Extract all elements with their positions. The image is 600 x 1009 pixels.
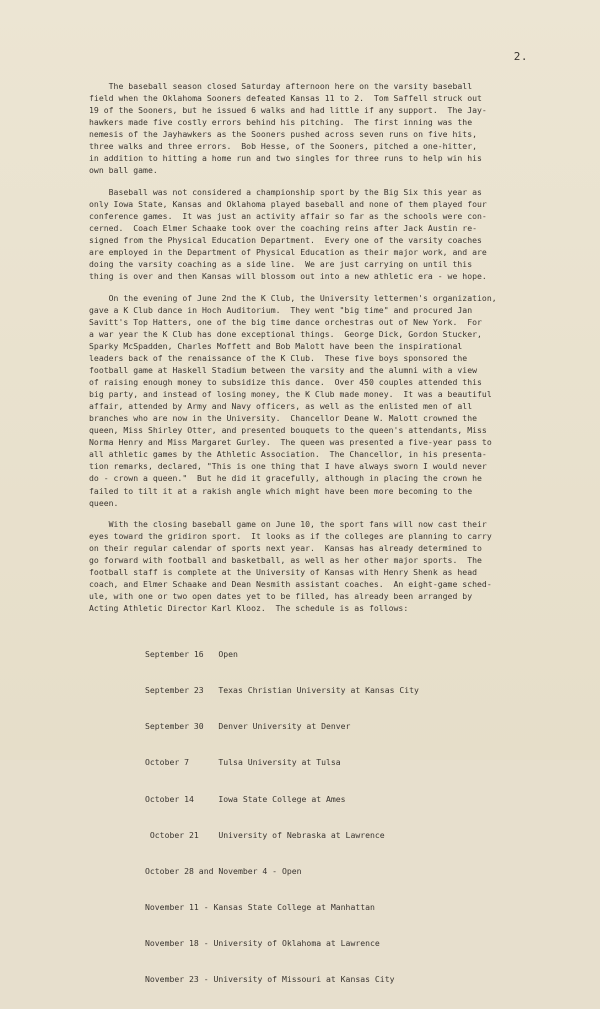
document-body — [89, 80, 529, 1009]
schedule-item: November 11 - Kansas State College at Manhattan — [145, 902, 375, 913]
paragraph-k-club-dance: On the evening of June 2nd the K Club, the University lettermen's organization, gave a K Club dance in Hoch Auditorium. They went "big time" and procured Jan Savitt's Top Hatters, one of the big time dance orchestras out of New York. For a war year the K Club has done exceptional things. George Dick, Gordon Stucker, Sparky McSpadden, Charles Moffett and Bob Malott have been the inspirational leaders back of the renaissance of the K Club. These five boys sponsored the football game at Haskell Stadium between the varsity and the alumni with a view of raising enough money to subsidize this dance. Over 450 couples attended this big party, and instead of losing money, the K Club made money. It was a beautiful affair, attended by Army and Navy officers, as well as the enlisted men of all branches who are now in the University. Chancellor Deane W. Malott crowned the queen, Miss Shirley Otter, and presented bouquets to the queen's attendants, Miss Norma Henry and Miss Margaret Gurley. The queen was presented a five-year pass to all athletic games by the Athletic Association. The Chancellor, in his presenta- tion remarks, declared, "This is one thing that I have always sworn I would never do - crown a queen." But he did it gracefully, although in placing the crown he failed to tilt it at a rakish angle which might have been more becoming to the queen. — [89, 292, 497, 508]
schedule-item: November 23 - University of Missouri at Kansas City — [145, 974, 395, 985]
schedule-item: October 14 Iowa State College at Ames — [145, 793, 346, 804]
schedule-item: November 18 - University of Oklahoma at Lawrence — [145, 938, 380, 949]
schedule-item: September 23 Texas Christian University at Kansas City — [145, 685, 419, 696]
schedule-item: September 16 Open — [145, 649, 238, 660]
paragraph-baseball-season: The baseball season closed Saturday afternoon here on the varsity baseball field when the Oklahoma Sooners defeated Kansas 11 to 2. Tom Saffell struck out 19 of the Sooners, but he issued 6 walks and had little if any support. The Jay- hawkers made five costly errors behind his pitching. The first inning was the nemesis of the Jayhawkers as the Sooners pushed across seven runs on five hits, three walks and three errors. Bob Hesse, of the Sooners, pitched a one-hitter, in addition to hitting a home run and two singles for three runs to help win his own ball game. — [89, 81, 487, 176]
schedule-item: October 28 and November 4 - Open — [145, 865, 302, 876]
schedule-item: October 7 Tulsa University at Tulsa — [145, 757, 341, 768]
schedule-item: September 30 Denver University at Denver — [145, 721, 351, 732]
page-number: 2. — [513, 50, 528, 63]
paragraph-championship: Baseball was not considered a championship sport by the Big Six this year as only Iowa State, Kansas and Oklahoma played baseball and none of them played four conference games. It was just an activity affair so far as the schools were con- cerned. Coach Elmer Schaake took over the coaching reins after Jack Austin re- signed from the Physical Education Department. Every one of the varsity coaches are employed in the Department of Physical Education as their major work, and are doing the varsity coaching as a side line. We are just carrying on until this thing is over and then Kansas will blossom out into a new athletic era - we hope. — [89, 186, 487, 282]
schedule-item: October 21 University of Nebraska at Lawrence — [145, 829, 385, 840]
paragraph-gridiron: With the closing baseball game on June 10, the sport fans will now cast their eyes toward the gridiron sport. It looks as if the colleges are planning to carry on their regular calendar of sports next year. Kansas has already determined to go forward with football and basketball, as well as her other major sports. The football staff is complete at the University of Kansas with Henry Shenk as head coach, and Elmer Schaake and Dean Nesmith assistant coaches. An eight-game sched- ule, with one or two open dates yet to be filled, has already been arranged by Acting Athletic Director Karl Klooz. The schedule is as follows: — [89, 519, 492, 614]
football-schedule — [145, 624, 529, 1009]
